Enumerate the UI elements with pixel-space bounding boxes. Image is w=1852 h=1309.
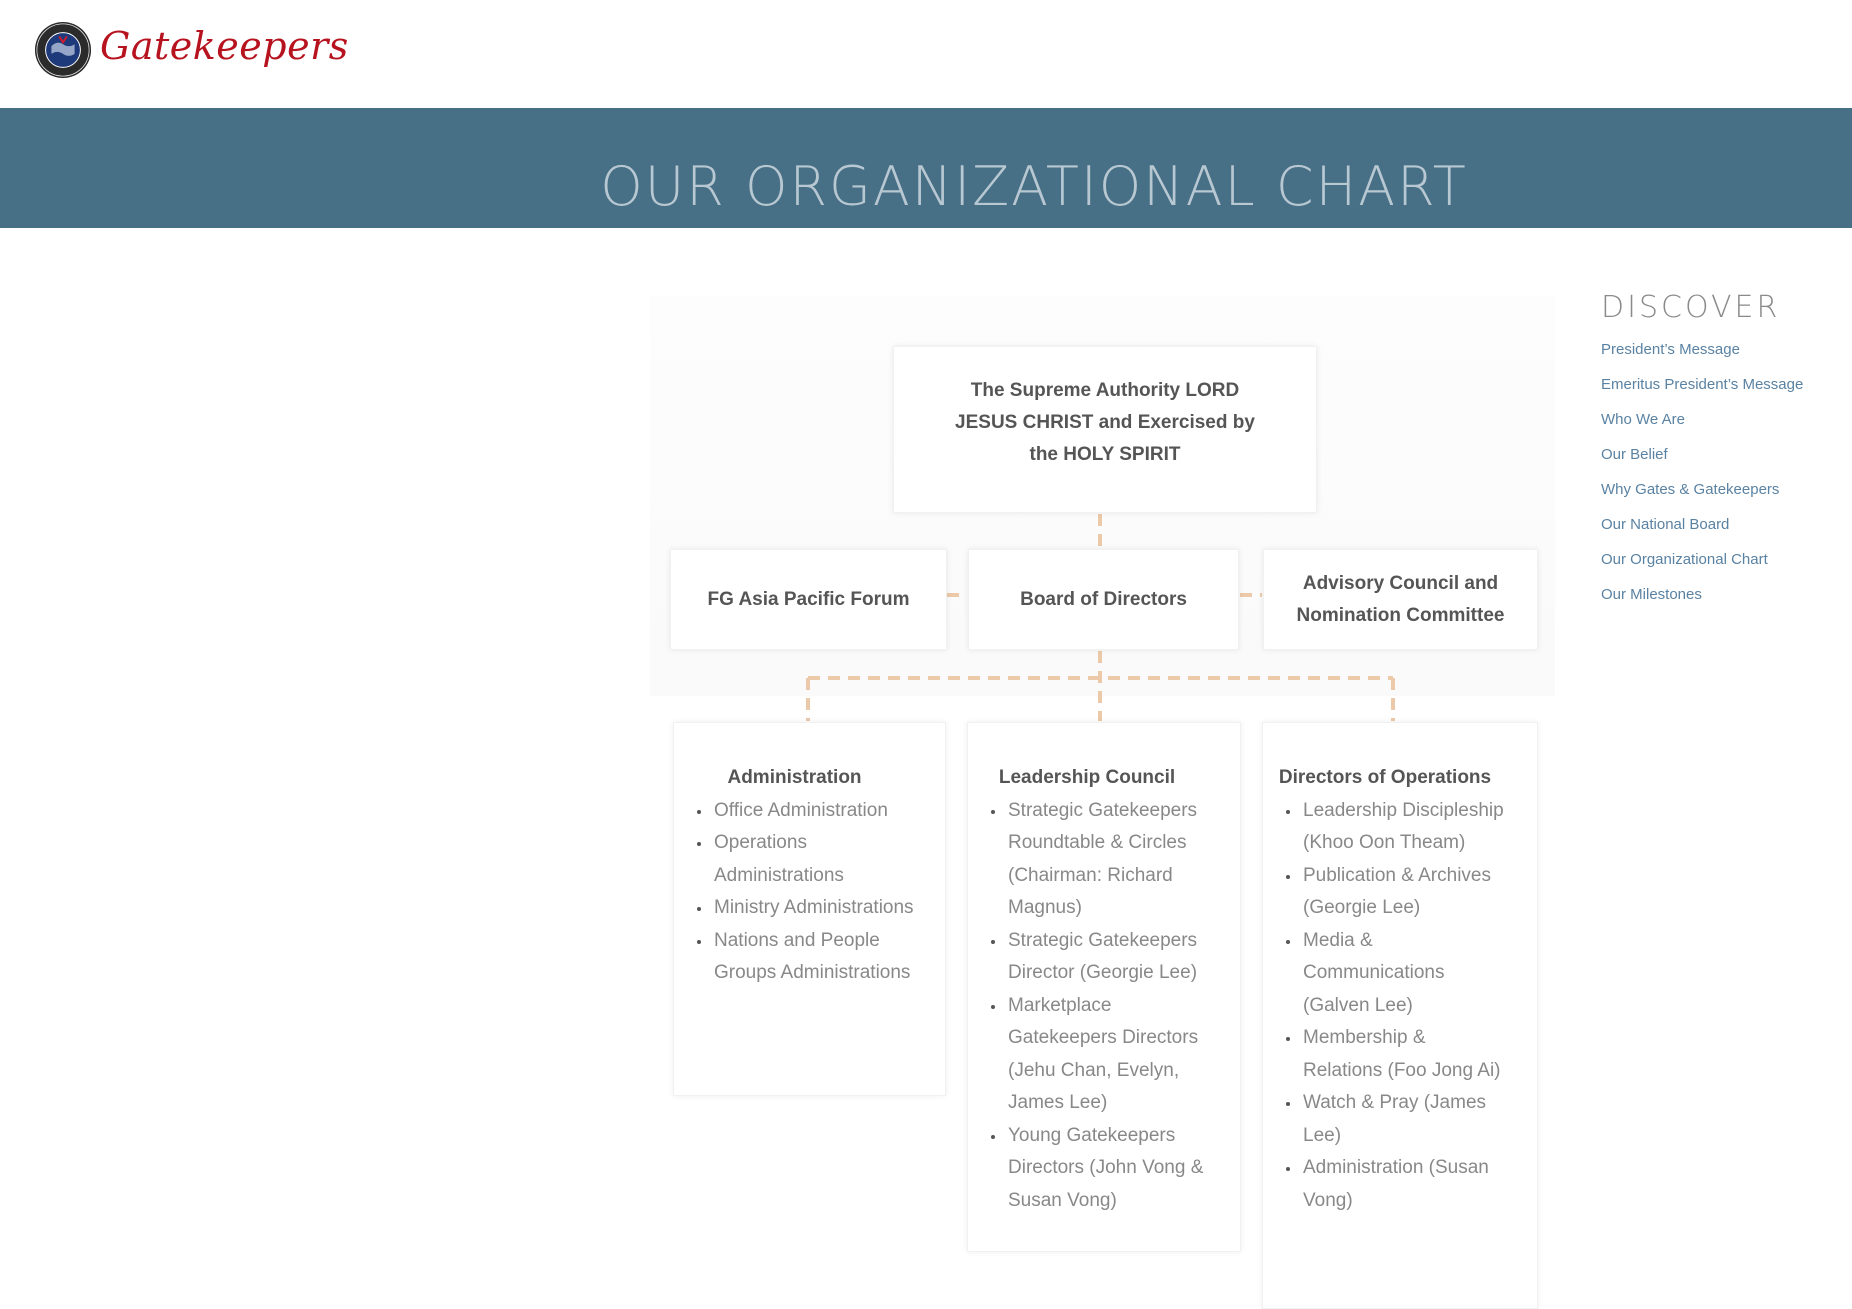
sidebar-link-organizational-chart[interactable]: Our Organizational Chart — [1601, 551, 1768, 568]
column-title: Administration — [727, 767, 862, 788]
list-item: • Watch & Pray (James Lee) — [1301, 1087, 1507, 1152]
page-title: OUR ORGANIZATIONAL CHART — [600, 155, 1468, 218]
column-title: Directors of Operations — [1278, 767, 1492, 788]
sidebar-link-why-gates[interactable]: Why Gates & Gatekeepers — [1601, 481, 1780, 498]
column-list — [968, 795, 1206, 1218]
list-item: • Marketplace Gatekeepers Directors (Jehu Chan, Evelyn, James Lee) — [1006, 990, 1206, 1120]
discover-sidebar — [1601, 290, 1841, 619]
list-item: • Publication & Archives (Georgie Lee) — [1301, 860, 1507, 925]
brand-name: Gatekeepers — [100, 24, 349, 68]
column-title: Leadership Council — [998, 767, 1176, 788]
logo-seal-icon — [34, 21, 92, 79]
page-banner — [0, 108, 1852, 228]
column-list — [1263, 795, 1507, 1218]
sidebar-link-our-belief[interactable]: Our Belief — [1601, 446, 1668, 463]
list-item: • Leadership Discipleship (Khoo Oon Theam) — [1301, 795, 1507, 860]
node-supreme-authority: The Supreme Authority LORD JESUS CHRIST and Exercised by the HOLY SPIRIT — [893, 346, 1317, 513]
sidebar-link-presidents-message[interactable]: President’s Message — [1601, 341, 1740, 358]
list-item: • Media & Communications (Galven Lee) — [1301, 925, 1507, 1023]
column-list — [674, 795, 915, 990]
list-item: • Administration (Susan Vong) — [1301, 1152, 1507, 1217]
logo-link[interactable] — [34, 18, 349, 82]
list-item: • Strategic Gatekeepers Director (Georgie Lee) — [1006, 925, 1206, 990]
sidebar-link-milestones[interactable]: Our Milestones — [1601, 586, 1702, 603]
list-item: • Nations and People Groups Administrations — [712, 925, 915, 990]
sidebar-link-who-we-are[interactable]: Who We Are — [1601, 411, 1685, 428]
site-header — [0, 0, 1852, 108]
node-fg-asia-pacific-forum: FG Asia Pacific Forum — [670, 549, 947, 650]
sidebar-link-emeritus-presidents-message[interactable]: Emeritus President’s Message — [1601, 376, 1804, 393]
node-board-of-directors: Board of Directors — [968, 549, 1239, 650]
node-advisory-council: Advisory Council and Nomination Committee — [1263, 549, 1538, 650]
column-directors-of-operations — [1262, 722, 1538, 1309]
list-item: • Ministry Administrations — [712, 892, 915, 925]
column-leadership-council — [967, 722, 1241, 1252]
list-item: • Membership & Relations (Foo Jong Ai) — [1301, 1022, 1507, 1087]
list-item: • Operations Administrations — [712, 827, 915, 892]
column-administration — [673, 722, 946, 1096]
sidebar-link-national-board[interactable]: Our National Board — [1601, 516, 1730, 533]
list-item: • Office Administration — [712, 795, 915, 828]
list-item: • Strategic Gatekeepers Roundtable & Circles (Chairman: Richard Magnus) — [1006, 795, 1206, 925]
list-item: • Young Gatekeepers Directors (John Vong & Susan Vong) — [1006, 1120, 1206, 1218]
sidebar-heading: DISCOVER — [1601, 290, 1781, 325]
